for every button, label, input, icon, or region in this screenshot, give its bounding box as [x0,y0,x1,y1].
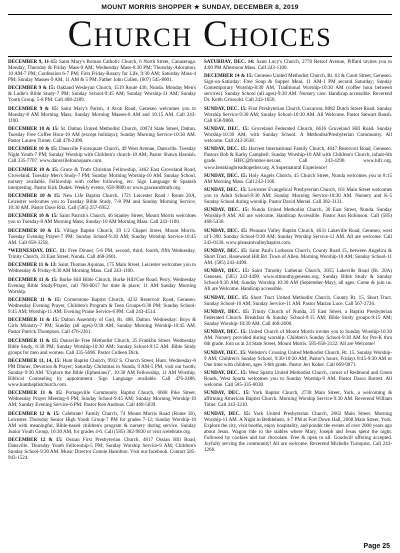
church-listing [8,411,196,435]
listing-date: DECEMBER 10 & 15: [8,193,61,200]
church-listing [8,317,196,335]
listing-date: SUNDAY, DEC. 15: [204,369,248,376]
listing-date: SUNDAY, DEC. 15: [204,308,250,315]
listing-date: SUNDAY, DEC. 15: [204,146,248,153]
church-listing [8,146,196,164]
church-listing [204,228,392,246]
listing-date: SUNDAY, DEC. 15: [204,126,249,133]
listing-date: DECEMBER 10 & 15: [8,227,61,234]
church-listing [204,309,392,327]
listing-details: Dansville Free Methodist Church, 25 Franklin Street. Wednesday Bible Study, 6:30 PM; Sunday Worship-10:30 AM; Sunday School-9:15 AM. Bible Study groups for men and women. Call 335-5696. Pastor Colleen Dick. [8,337,196,356]
church-listing [8,262,196,274]
church-listing [204,350,392,368]
listing-details: Oakland Wesleyan Church, 1519 Route 436, Nunda. Monday Men's & Ladie's Bible Study-7 PM; Sunday School-9:45 AM; Sunday Worship-11 AM; Sunday Youth Group, 5-8 PM. Call 468-2389. [8,85,196,104]
listing-details: Groveland Federated Church, 6616 Groveland Hill Road. Sunday Worship-10:30 AM, with Sunday School. A Methodist/Presbyterian Community. All welcome. Call 243-2638. [204,126,392,145]
listing-date: *WEDNESDAY, DEC. 11: [8,248,67,254]
listing-details: Leicester Evangelical Presbyterian Church, 161 Main Street welcomes you to Adult School-9:30 AM; Sunday Morning Service-10:30 AM. Nursery and K-5 Sunday School during worship. Pastor David Mersel. Call 382-3131. [204,187,392,206]
listing-details: Short Tract United Methodist Church, County Rt. 15, Short Tract. Sunday School-10 AM; Sunday Service-11 AM. Pastor Marian Luce. Call 567-2726. [204,294,392,307]
listing-date: DECEMBER 11 & 15: [8,296,62,303]
listing-details: Harvest International Family Church, 4647 Reservoir Road, Geneseo. Pastors Bob & Kathy Campbell. Sunday Worship-10 AM with Children's Church, infant-6th grade. HIFC@frontier-net.net. Call 243-4290. www.hifc.org. www.breakingbreadtogether.org. A Supernatural Experience! [204,146,392,171]
listing-details: Webster's Crossing United Methodist Church, Rt. 15. Sunday Worship-9 AM; Children's Sunday School, 9:30-10:30 AM; Pastor's hours, Fridays 8:45-9:30 AM or One time with children, ages 3-6th grade. Pastor Jeri Kober. Call 669-9071. [204,349,392,368]
listing-date: SUNDAY, DEC. 15: [204,410,251,417]
church-listing [204,146,392,170]
church-listing [8,338,196,356]
church-listing [204,187,392,205]
left-column [8,59,196,541]
listing-date: SUNDAY, DEC. 15: [204,207,250,214]
listing-details: Dalton Assembly of God, Rt. 408, Dalton. Wednesday: Boys & Girls Ministry-7 PM; Sunday (all ages)-9:30 AM, Sunday Morning Worship-10:45 AM. Pastor Patrick Thompson. Call 476-2361. [8,317,196,336]
church-listing [8,85,196,103]
listing-date: DECEMBER 11 & 13: [8,262,57,269]
listing-date: SUNDAY, DEC. 15: [204,172,248,179]
listing-details: Holy Angels Church, 45 Church Street, Nunda welcomes you to 8:15 AM Morning Mass. Call 243-1100. [204,172,392,185]
listing-date: DECEMBER 9 & 15: [8,85,56,92]
page-title: Church Choices [67,14,333,55]
listing-date: SUNDAY, DEC. 15: [204,227,248,234]
listing-details: Saint Patrick's Church, 46 Stanley Street, Mount Morris welcomes you to Tuesday-8 AM Morning Mass; Sunday-10 AM Morning Mass. Call 243-1100. [8,213,196,226]
church-listing [204,106,392,124]
listing-date: SUNDAY, DEC. 15: [204,187,247,194]
listing-date: DECEMBER 11, 14, 15: [8,357,61,364]
listing-date: SUNDAY, DEC. 15: [204,349,247,356]
church-listing [204,126,392,144]
title-rule [8,56,392,57]
listing-details: New Life Baptist Church, 1721 Leicester Road / Route 20A, Leicester welcomes you to Tuesday Bible Study, 7-8 PM and Sunday Morning Service, 10:30 AM. Pastor Dave Ritz. Call (585) 257-6952. [8,193,196,212]
listing-details: Hunt Baptist Church, 9932 S. Church Street, Hunt. Wednesday-6 PM Dinner, Devotion & Prayer; Saturday Christmas in Nunda, 9 AM-5 PM, visit our booth; Sunday-9:30 AM "Explore the Bible (Ephesians)", 10:30 AM Fellowship, 11 AM Worship. Biblical Counseling by appointment. Sign Language available. Call 476-2486. www.huntbaptistchurch.com. [8,357,196,389]
listing-date: DECEMBER 9 & 15: [8,105,59,112]
church-listing [8,297,196,315]
listing-details: St. Dalton United Methodist Church, 10074 State Street, Dalton. Tuesday Free Coffee Hour-10 AM (except holidays); Sunday Morning Service-10:30 AM. Pastor Lauren Turner. Call 476-2490. [8,126,196,145]
listing-date: DECEMBER 11 & 15: [8,276,58,283]
listing-date: SUNDAY, DEC. 15: [204,329,247,336]
listing-date: DECEMBER 10 & 15: [8,126,59,133]
listing-details: York Baptist Church, 2738 Main Street, York, a welcoming & affirming American Baptist Church. Morning Worship Service-9:30 AM. Reverend William Tober. Call 243-3210. [204,390,392,409]
church-listing [8,358,196,388]
listing-details: Dansville Foursquare Church, 49 West Avenue, Dansville. Tuesday Night Youth-7 PM; Sunday Worship with Children's church-10 AM; Pastor Shawn Harnish. Call 335-7707. www.dansvillefoursquare.com. [8,146,196,165]
listing-details: Cornerstone Baptist Church, 4232 Reservoir Road, Geneseo. Wednesday Evening Prayer, Children's Program & Teen Groups-6:30 PM; Sunday School-9:45 AM; Worship-11 AM; Evening Praise Service-6 PM. Call 243-4514. [8,296,196,315]
listing-details: Ossian First Presbyterian Church, 4817 Ossian Hill Road, Dansville. Thursday Youth Fellowship-5 PM; Sunday Worship Service-9 AM; Children's Sunday School-9:30 AM. Music Director Connie Hamilton. Visit our facebook. Contact 585-943-1524. [8,437,196,462]
listing-date: DECEMBER 9, 11-15: [8,59,58,65]
church-listing [204,173,392,185]
listing-details: First Presbyterian Church Cuscarora, 8082 Dutch Street Road. Sunday Worship Service-9:30 AM; Sunday School-10:30 AM. All Welcome. Pastor Stewart Baush. Call 658-9860. [204,105,392,124]
church-listing [8,167,196,191]
church-listing [204,73,392,103]
listing-date: DECEMBER 12 & 15: [8,437,63,443]
listings-columns [8,59,392,541]
listing-details: Village Baptist Church, 39 1/2 Chapel Street, Mount Morris. Tuesday Evening Prayer-7 PM; Sunday School-9:30 AM; Sunday Worship Service-10:45 AM. Call 658-3258. [8,227,196,246]
listing-details: Celebrate! Family Church, 74 Mount Morris Road (Route 36), Leicester. Thursday Senior High Youth Group-7 PM for grades 7-12; Sunday Worship-10 AM with meaningful, Bible-based children's program & nursery during service. Sunday Junior Youth Group, 10:30 AM, for grades 4-6. Call (585) 382-9830 or visit icelebrate.org. [8,410,196,435]
listing-date: DECEMBER 11 & 15: [8,390,63,397]
listing-details: Saint Timothy Lutheran Church, 3055 Lakeville Road (Rt. 20A) Geneseo, (585) 243-4490. www.sttimothygeneseo.org. Sunday Bible Study & Sunday School-9:30 AM; Sunday Worship 10:30 AM (September-May), all ages. Come & join us. All are Welcome. Handicap accessible. [204,268,392,293]
church-listing [204,411,392,453]
listing-date: SUNDAY, DEC. 15: [204,294,249,301]
church-listing [8,277,196,295]
listing-date: DECEMBER 14 & 15: [204,73,254,80]
listing-details: Burke Hill Bible Church, Burke Hill/Coe Road, Perry. Wednesday Evening Bible Study/Prayer, call 786-0017 for time & place; 11 AM Sunday Morning Worship. [8,276,196,295]
listing-date: SUNDAY, DEC. 15: [204,390,250,397]
listing-date: DECEMBER 10 & 15: [8,146,58,153]
church-listing [204,59,392,71]
listing-date: SUNDAY, DEC. 15: [204,268,250,275]
church-listing [8,228,196,246]
church-listing [8,248,196,260]
listing-details: Geneseo United Methodist Church, Rt. 63 & Court Street, Geneseo. Sign-on-Saturday: Free Soup & Supper Meal, 11 AM-1 PM second Saturday; Sunday Contemporary Worship-8:30 AM, Traditional Worship-10:30 AM (coffee hour between services). Sunday School (all ages)-9:30 AM. Nursery care. Handicap accessible. Reverend Dr. Keith Griswold. Call 243-1050. [204,73,392,104]
church-listing [204,329,392,347]
listing-details: Pleasant Valley Baptist Church, 4631 Lakeville Road, Geneseo, west of I-390. Sunday School-9:30 AM; Sunday Worship Service-11 AM. All are welcome. Call 243-0130. www.pleasantvalleybaptist.com. [204,227,392,246]
listing-date: DECEMBER 10 & 15: [8,166,59,173]
page-number: Page 25 [363,543,390,550]
church-listing [8,213,196,225]
church-listing [204,248,392,266]
listing-details: Portageville Community Baptist Church, 6668 Pike Street. Wednesday Prayer Meeting-6 PM; Sunday School-9:45 AM; Sunday Morning Worship-10 AM; Sunday Evening Service-6 PM. Pastor Rob Andreas. Call 468-5039. [8,390,196,409]
church-listing [8,106,196,124]
listing-details: York United Presbyterian Church, 2662 Main Street. Morning Worship-11 AM. A Night in Bethlehem, 4-7 PM at Fort Down Hall, 2668 Main Street, York. Explore the city, visit booths, enjoy hospitality, and ponder the events of over 2000 years ago about Jesus. Wagon ride to the stables where Mary, Joseph and Jesus spent the night. Followed by cookies and hot chocolate. Free & open to all. Goodwill offering accepted. Joyfully serving the community! All are welcome. Reverend Michelle Turnquist. Call 243-1266. [204,410,392,453]
church-listing [8,126,196,144]
church-listing [204,207,392,225]
listing-details: Grace & Truth Christian Fellowship, 3462 East Groveland Road, Groveland. Tuesday Men's Study-7 PM; Sunday Morning Worship-10 AM. Sunday School, nursery available. Fellowship with coffee following, etc. Sign Language & Spanish interpreting. Pastor Kirk Dudek. Weekly events, 658-9880 or www.graceandtruth.org. [8,166,196,191]
listing-details: West Sparta United Methodist Church, corner of Redmond and Green Roads, West Sparta welcomes you to Sunday Worship-9 AM. Pastor Dawn Barrett. All welcome. Call 585-335-8030. [204,369,392,389]
listing-details: Saint Mary's Parish, 4 Avon Road, Geneseo welcomes you to Monday-8 AM Morning Mass; Sunday Morning Masses-8 AM and 10:15 AM. Call 243-1100. [8,105,196,124]
listing-date: DECEMBER 11 & 15: [8,317,60,324]
right-column [204,59,392,541]
listing-date: DECEMBER 11 & 15: [8,337,59,344]
listing-details: Nunda United Methodist Church, 30 East Street, Nunda. Sunday Worship-9 AM. All are welcome. Handicap Accessible. Pastor Ann Robinson. Call (585) 468-5436. [204,207,392,226]
listing-date: DECEMBER 10 & 15: [8,213,58,220]
church-listing [8,193,196,211]
church-listing [204,268,392,292]
listing-date: SUNDAY, DEC. 15: [204,248,248,254]
church-listing [8,437,196,461]
listing-date: SUNDAY, DEC. 15: [204,105,247,112]
listing-details: Saint Mary's Roman Catholic Church, 6 North Street, Canaseraga. Monday, Thursday & Friday Mass-9 AM; Wednesday Mass-6:30 PM; Thursday-Adoration, 10 AM-7 PM; Confession 6-7 PM; First Friday-Rosary for Life, 9:30 AM; Saturday Mass-4 PM; Sunday Masses-9 AM, 11 AM & 5 PM. Father John Cullen. (607) 545-8601. [8,59,196,84]
church-listing [204,390,392,408]
listing-details: Trinity Church of Nunda, 25 East Street, a Baptist Presbyterian Federated Church. Breakfast & Sunday School-9:15 AM; Bible Study groups-9:15 AM; Sunday Worship-10:30 AM. Call 468-2600. [204,308,392,328]
church-listing [8,390,196,408]
listing-details: Free Dinner, 5-6 PM, second, third, fourth, fifth Wednesday. Trinity Church, 23 East Street, Nunda. Call 468-2601. [8,248,196,261]
listing-details: Saint Thomas Aquinas, 175 Main Street, Leicester welcomes you to Wednesday & Friday-8:30 AM Morning Mass. Call 243-1100. [8,262,196,275]
listing-date: SATURDAY, DEC. 14: [204,59,255,65]
listing-date: DECEMBER 12 & 15: [8,410,60,417]
church-listing [8,59,196,83]
listing-details: Saint Paul's Lutheran Church, County Road 15, between Angelica & Short Tract. Rosewood Hill Rd. Town of Allen. Morning Worship-10 AM; Sunday School-11 AM. (585) 243-4490. [204,248,392,267]
church-listing [204,370,392,388]
listing-details: United Church of Mount Morris invites you to Sunday Worship-10:30 AM. Nursery provided during worship. Children's Sunday School-9:30 AM for Pre-K thru 6th grade. Join us at 24 State Street, Mount Morris. 585-658-2122. All are Welcome! [204,329,392,348]
church-listing [204,295,392,307]
masthead: MOUNT MORRIS SHOPPER ★ SUNDAY, DECEMBER 8, 2019 [101,4,299,11]
listing-details: Saint Lucy's Church, 2770 Retsof Avenue, Piffard invites you to 4:00 PM Afternoon Mass. Call 243-1100. [204,59,392,72]
